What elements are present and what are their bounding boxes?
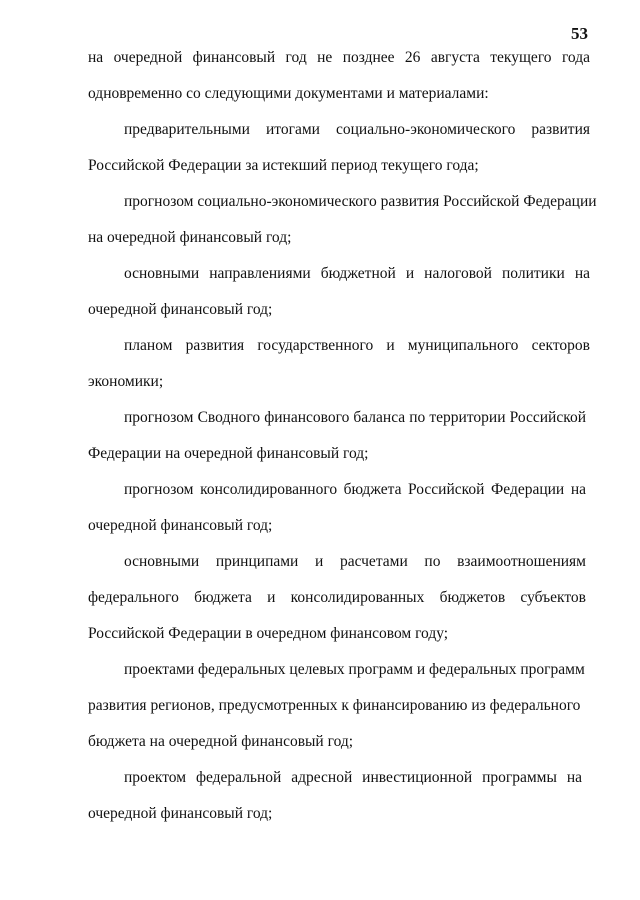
text-line: Федерации на очередной финансовый год; (88, 445, 369, 462)
text-line: на очередной финансовый год; (88, 229, 292, 246)
text-line: очередной финансовый год; (88, 805, 273, 822)
text-line: основными направлениями бюджетной и налоговой политики на (124, 265, 590, 282)
text-line: экономики; (88, 373, 164, 390)
text-line: прогнозом консолидированного бюджета Российской Федерации на (124, 481, 586, 498)
text-line: предварительными итогами социально-экономического развития (124, 121, 590, 138)
text-line: основными принципами и расчетами по взаимоотношениям (124, 553, 586, 570)
text-line: на очередной финансовый год не позднее 26 августа текущего года (88, 49, 590, 66)
text-line: бюджета на очередной финансовый год; (88, 733, 354, 750)
text-line: прогнозом Сводного финансового баланса по территории Российской (124, 409, 586, 426)
page-number: 53 (571, 24, 588, 43)
text-line: Российской Федерации в очередном финансовом году; (88, 625, 449, 642)
text-line: федерального бюджета и консолидированных бюджетов субъектов (88, 589, 586, 606)
text-line: очередной финансовый год; (88, 301, 273, 318)
text-line: одновременно со следующими документами и материалами: (88, 85, 489, 102)
text-line: проектами федеральных целевых программ и федеральных программ (124, 661, 585, 678)
text-line: очередной финансовый год; (88, 517, 273, 534)
text-line: планом развития государственного и муниципального секторов (124, 337, 590, 354)
text-line: развития регионов, предусмотренных к финансированию из федерального (88, 697, 581, 714)
text-line: прогнозом социально-экономического развития Российской Федерации (124, 193, 597, 210)
text-line: Российской Федерации за истекший период текущего года; (88, 157, 479, 174)
text-line: проектом федеральной адресной инвестиционной программы на (124, 769, 582, 786)
